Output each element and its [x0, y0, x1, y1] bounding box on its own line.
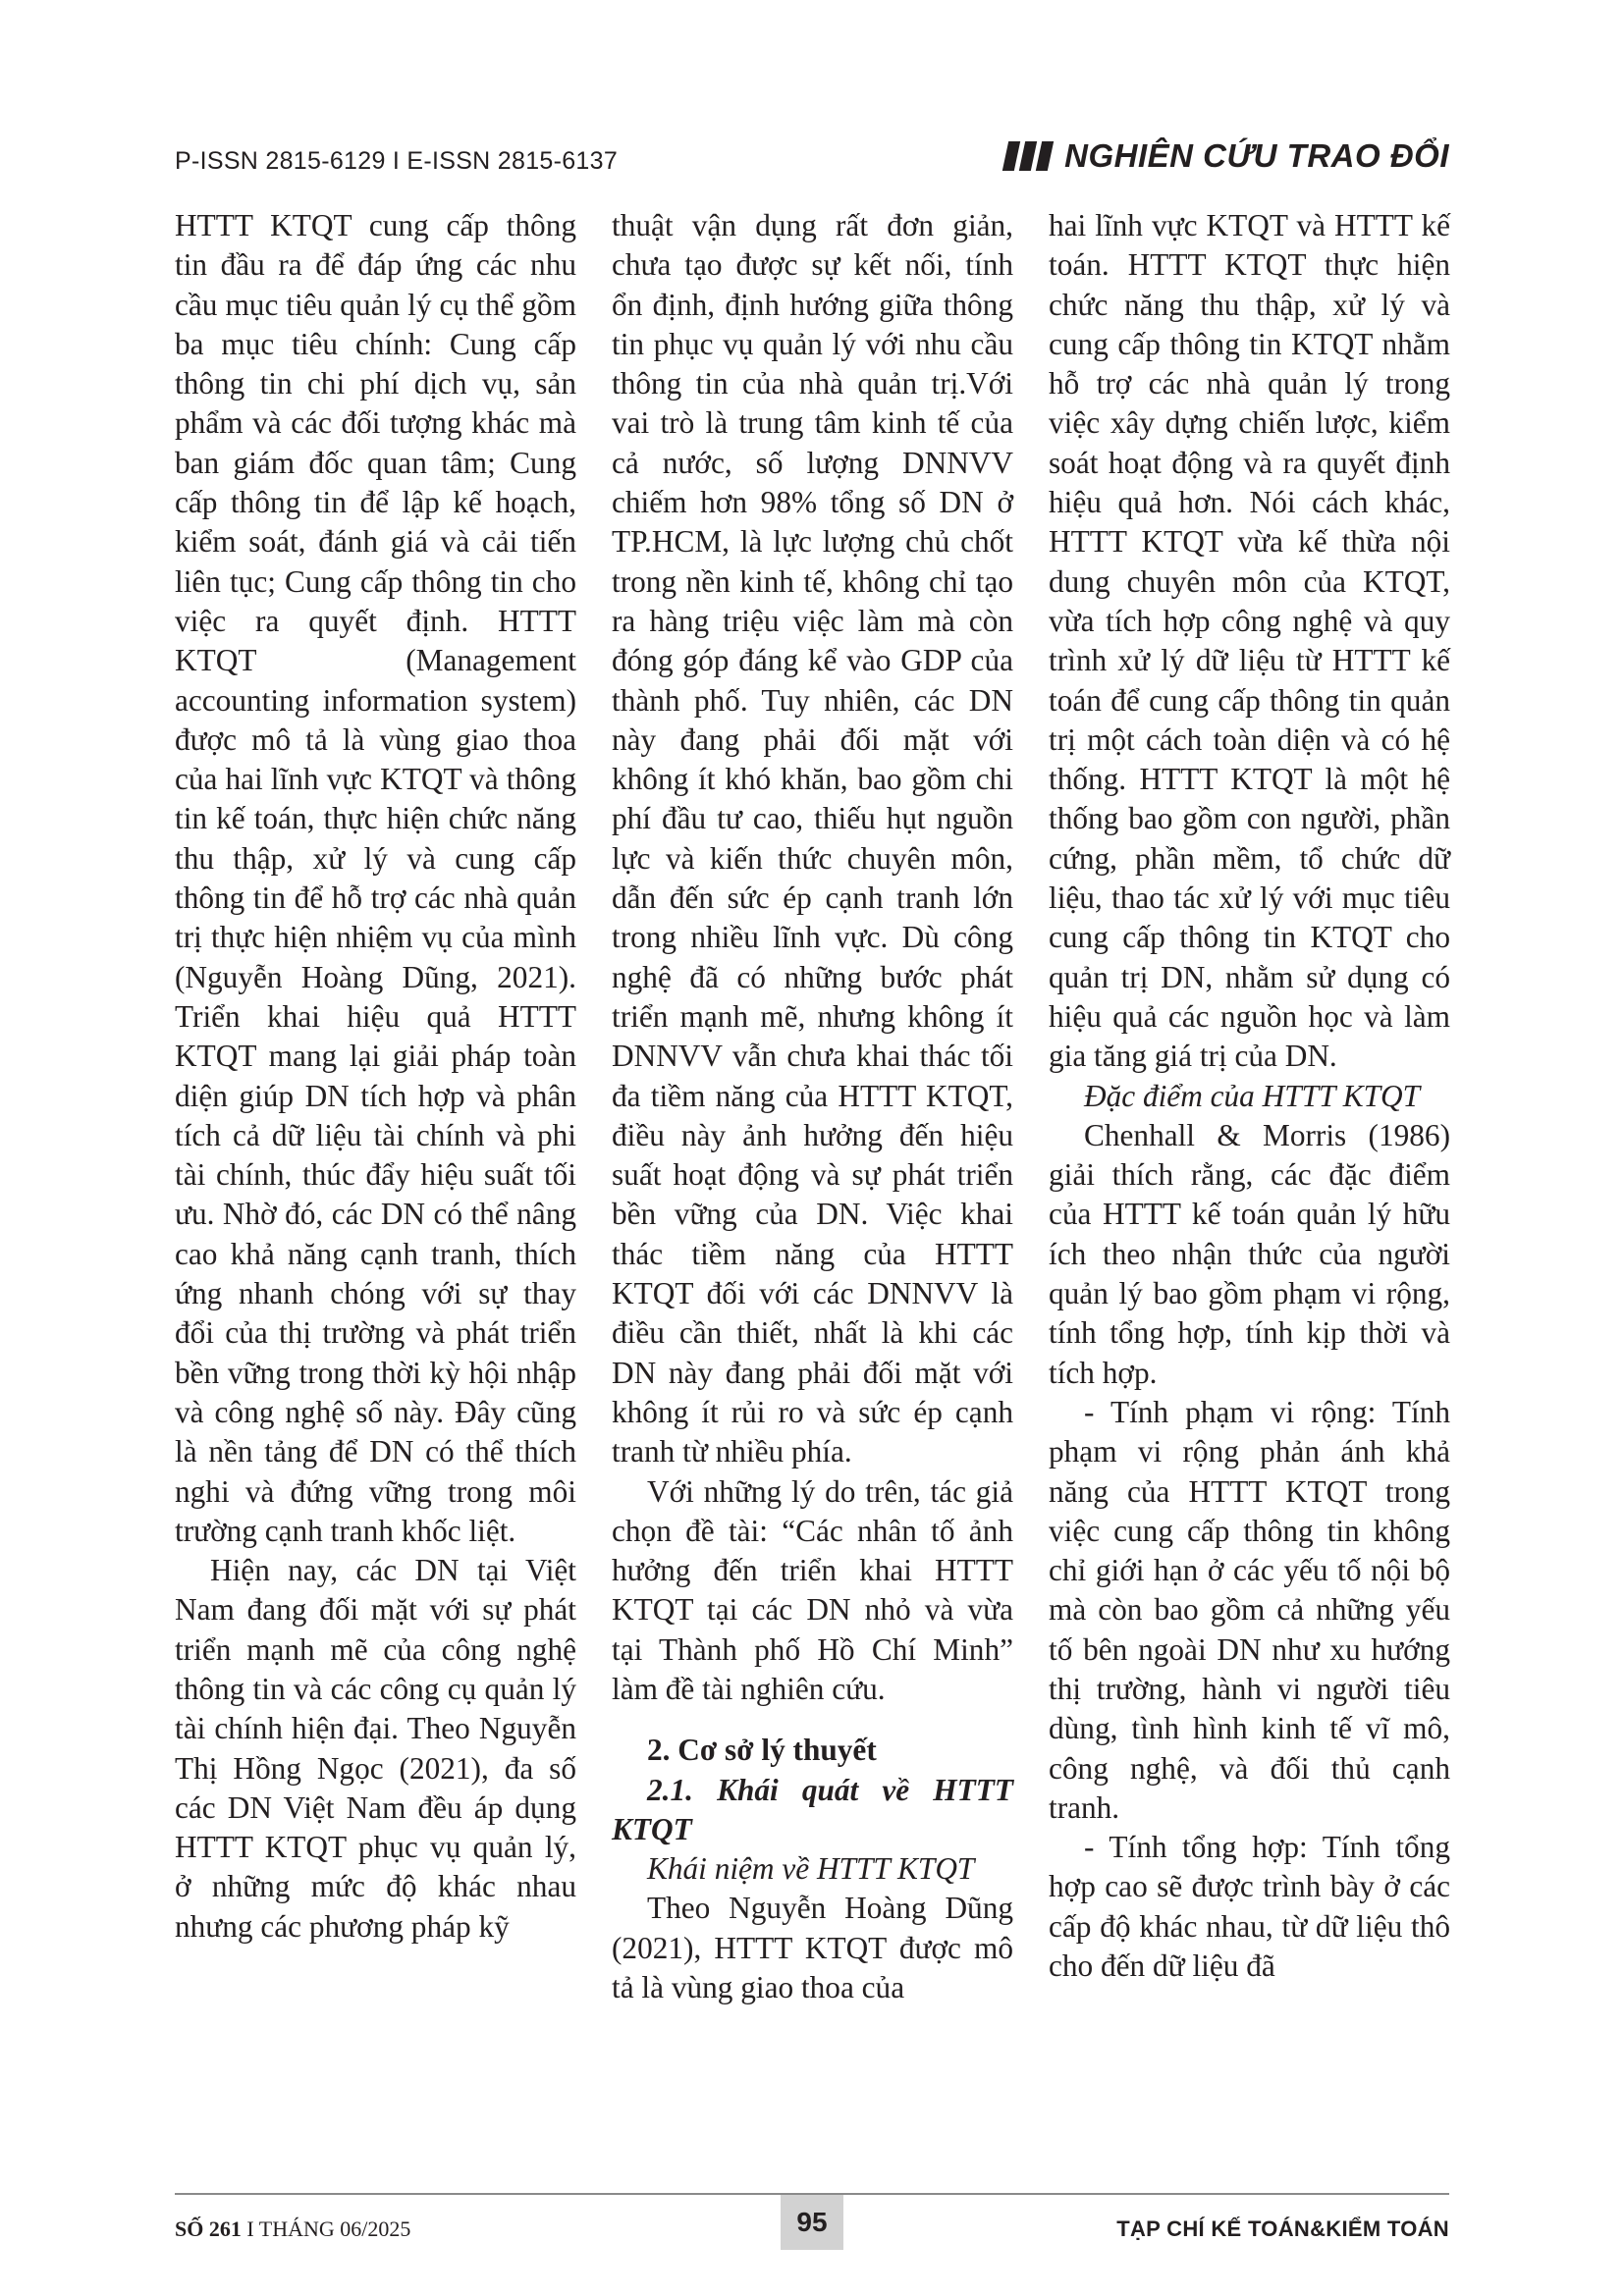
paragraph: Theo Nguyễn Hoàng Dũng (2021), HTTT KTQT được mô tả là vùng giao thoa của: [612, 1891, 1013, 2005]
paragraph: Với những lý do trên, tác giả chọn đề tài: “Các nhân tố ảnh hưởng đến triển khai HTTT KTQT tại các DN nhỏ và vừa tại Thành phố Hồ Chí Minh” làm đề tài nghiên cứu.: [612, 1473, 1013, 1706]
section-title: NGHIÊN CỨU TRAO ĐỔI: [1064, 137, 1449, 174]
paragraph: - Tính tổng hợp: Tính tổng hợp cao sẽ được trình bày ở các cấp độ khác nhau, từ dữ liệu thô cho đến dữ liệu đã: [1049, 1830, 1450, 1984]
issue-number: SỐ 261: [175, 2216, 242, 2241]
paragraph: hai lĩnh vực KTQT và HTTT kế toán. HTTT KTQT thực hiện chức năng thu thập, xử lý và cung cấp thông tin KTQT nhằm hỗ trợ các nhà quản lý trong việc xây dựng chiến lược, kiểm soát hoạt động và ra quyết định hiệu quả hơn. Nói cách khác, HTTT KTQT vừa kế thừa nội dung chuyên môn của KTQT, vừa tích hợp công nghệ và quy trình xử lý dữ liệu từ HTTT kế toán để cung cấp thông tin quản trị một cách toàn diện và có hệ thống. HTTT KTQT là một hệ thống bao gồm con người, phần cứng, phần mềm, tổ chức dữ liệu, thao tác xử lý với mục tiêu cung cấp thông tin KTQT cho quản trị DN, nhằm sử dụng có hiệu quả các nguồn học và làm gia tăng giá trị của DN.: [1049, 208, 1450, 1074]
issue-info: [175, 2216, 410, 2242]
column-1: [175, 206, 576, 1947]
section-bars-icon: [1005, 141, 1051, 171]
topic-heading: Khái niệm về HTTT KTQT: [647, 1851, 975, 1887]
page-number: 95: [781, 2195, 843, 2250]
spacer: [612, 1709, 1013, 1731]
journal-name: TẠP CHÍ KẾ TOÁN&KIỂM TOÁN: [1116, 2216, 1449, 2241]
section-header: [1005, 137, 1449, 175]
paragraph: Chenhall & Morris (1986) giải thích rằng, các đặc điểm của HTTT kế toán quản lý hữu ích theo nhận thức của người quản lý bao gồm phạm vi rộng, tính tổng hợp, tính kịp thời và tích hợp.: [1049, 1117, 1450, 1390]
subsection-heading: 2.1. Khái quát về HTTT KTQT: [612, 1772, 1013, 1846]
paragraph: thuật vận dụng rất đơn giản, chưa tạo được sự kết nối, tính ổn định, định hướng giữa thông tin phục vụ quản lý với nhu cầu thông tin của nhà quản trị.Với vai trò là trung tâm kinh tế của cả nước, số lượng DNNVV chiếm hơn 98% tổng số DN ở TP.HCM, là lực lượng chủ chốt trong nền kinh tế, không chỉ tạo ra hàng triệu việc làm mà còn đóng góp đáng kể vào GDP của thành phố. Tuy nhiên, các DN này đang phải đối mặt với không ít khó khăn, bao gồm chi phí đầu tư cao, thiếu hụt nguồn lực và kiến thức chuyên môn, dẫn đến sức ép cạnh tranh lớn trong nhiều lĩnh vực. Dù công nghệ đã có những bước phát triển mạnh mẽ, nhưng không ít DNNVV vẫn chưa khai thác tối đa tiềm năng của HTTT KTQT, điều này ảnh hưởng đến hiệu suất hoạt động và sự phát triển bền vững của DN. Việc khai thác tiềm năng của HTTT KTQT đối với các DNNVV là điều cần thiết, nhất là khi các DN này đang phải đối mặt với không ít rủi ro và sức ép cạnh tranh từ nhiều phía.: [612, 208, 1013, 1469]
paragraph: Hiện nay, các DN tại Việt Nam đang đối mặt với sự phát triển mạnh mẽ của công nghệ thông tin và các công cụ quản lý tài chính hiện đại. Theo Nguyễn Thị Hồng Ngọc (2021), đa số các DN Việt Nam đều áp dụng HTTT KTQT phục vụ quản lý, ở những mức độ khác nhau nhưng các phương pháp kỹ: [175, 1553, 576, 1944]
section-heading: 2. Cơ sở lý thuyết: [647, 1733, 877, 1768]
paragraph: HTTT KTQT cung cấp thông tin đầu ra để đáp ứng các nhu cầu mục tiêu quản lý cụ thể gồm ba mục tiêu chính: Cung cấp thông tin chi phí dịch vụ, sản phẩm và các đối tượng khác mà ban giám đốc quan tâm; Cung cấp thông tin để lập kế hoạch, kiểm soát, đánh giá và cải tiến liên tục; Cung cấp thông tin cho việc ra quyết định. HTTT KTQT (Management accounting information system) được mô tả là vùng giao thoa của hai lĩnh vực KTQT và thông tin kế toán, thực hiện chức năng thu thập, xử lý và cung cấp thông tin để hỗ trợ các nhà quản trị thực hiện nhiệm vụ của mình (Nguyễn Hoàng Dũng, 2021). Triển khai hiệu quả HTTT KTQT mang lại giải pháp toàn diện giúp DN tích hợp và phân tích cả dữ liệu tài chính và phi tài chính, thúc đẩy hiệu suất tối ưu. Nhờ đó, các DN có thể nâng cao khả năng cạnh tranh, thích ứng nhanh chóng với sự thay đổi của thị trường và phát triển bền vững trong thời kỳ hội nhập và công nghệ số này. Đây cũng là nền tảng để DN có thể thích nghi và đứng vững trong môi trường cạnh tranh khốc liệt.: [175, 208, 576, 1548]
issn-line: P-ISSN 2815-6129 I E-ISSN 2815-6137: [175, 147, 619, 175]
column-3: [1049, 206, 1450, 1986]
paragraph: - Tính phạm vi rộng: Tính phạm vi rộng phản ánh khả năng của HTTT KTQT trong việc cung cấp thông tin không chỉ giới hạn ở các yếu tố nội bộ mà còn bao gồm cả những yếu tố bên ngoài DN như xu hướng thị trường, hành vi người tiêu dùng, tình hình kinh tế vĩ mô, công nghệ, và đối thủ cạnh tranh.: [1049, 1394, 1450, 1825]
column-2: [612, 206, 1013, 2007]
issue-date: I THÁNG 06/2025: [246, 2216, 411, 2241]
topic-heading: Đặc điểm của HTTT KTQT: [1084, 1078, 1421, 1113]
